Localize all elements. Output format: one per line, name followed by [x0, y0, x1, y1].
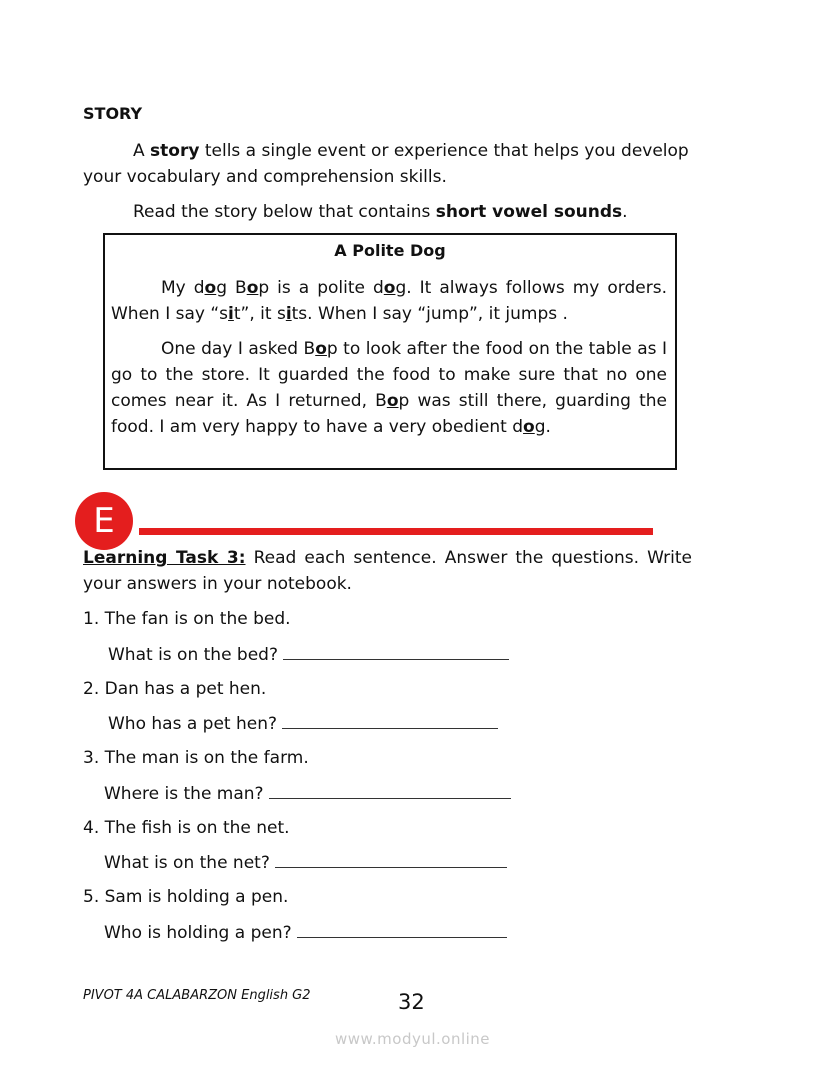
story-text: t”, it s	[233, 304, 286, 324]
task-instruction: Read each sentence. Answer the questions. Write your answers in your notebook.	[83, 548, 692, 594]
item-question	[108, 710, 498, 737]
item-sentence: 1. The fan is on the bed.	[83, 609, 291, 629]
answer-blank	[269, 780, 511, 799]
vowel-highlight: o	[204, 278, 217, 298]
question-text: What is on the net?	[104, 853, 270, 873]
story-term: story	[150, 141, 200, 161]
section-divider	[139, 528, 653, 535]
vowel-highlight: o	[523, 417, 535, 437]
answer-blank	[282, 710, 498, 729]
story-text: p was still there, guarding the food. I am very happy to have a very obedient d	[111, 391, 667, 437]
question-text: Who is holding a pen?	[104, 923, 292, 943]
answer-blank	[275, 849, 507, 868]
question-text: Where is the man?	[104, 784, 264, 804]
read-text: .	[622, 202, 628, 222]
item-sentence: 4. The fish is on the net.	[83, 818, 290, 838]
story-text: g B	[216, 278, 247, 298]
intro-paragraph	[83, 138, 695, 190]
item-question	[104, 919, 507, 946]
section-e-badge: E	[75, 492, 133, 550]
vowel-term: short vowel sounds	[435, 202, 623, 222]
question-text: What is on the bed?	[108, 645, 278, 665]
story-text: My d	[161, 278, 205, 298]
item-sentence: 2. Dan has a pet hen.	[83, 679, 267, 699]
vowel-highlight: i	[228, 304, 234, 324]
story-text: One day I asked B	[161, 339, 316, 359]
watermark: www.modyul.online	[334, 1030, 491, 1048]
item-question	[104, 849, 507, 876]
item-sentence: 5. Sam is holding a pen.	[83, 887, 289, 907]
story-text: ts. When I say “jump”, it jumps .	[291, 304, 568, 324]
vowel-highlight: o	[315, 339, 327, 359]
answer-blank	[297, 919, 507, 938]
task-label: Learning Task 3:	[83, 548, 246, 568]
footer-source: PIVOT 4A CALABARZON English G2	[83, 988, 311, 1003]
section-heading: STORY	[83, 104, 143, 123]
item-question	[104, 780, 511, 807]
story-text: g. It always follows my orders. When I say “s	[111, 278, 667, 324]
item-sentence: 3. The man is on the farm.	[83, 748, 309, 768]
story-title: A Polite Dog	[334, 241, 446, 260]
vowel-highlight: o	[246, 278, 259, 298]
intro-text: tells a single event or experience that helps you develop your vocabulary and comprehension skills.	[83, 141, 689, 187]
story-text: g.	[534, 417, 551, 437]
vowel-highlight: o	[383, 278, 396, 298]
story-text: p to look after the food on the table as I go to the store. It guarded the food to make sure that no one comes near it. As I returned, B	[111, 339, 667, 411]
story-text: p is a polite d	[258, 278, 384, 298]
item-question	[108, 641, 509, 668]
learning-task	[83, 545, 692, 597]
answer-blank	[283, 641, 509, 660]
vowel-highlight: i	[285, 304, 292, 324]
story-paragraph-2	[111, 336, 667, 440]
read-text: Read the story below that contains	[133, 202, 436, 222]
intro-text: A	[133, 141, 151, 161]
story-paragraph-1	[111, 275, 667, 327]
vowel-highlight: o	[386, 391, 399, 411]
question-text: Who has a pet hen?	[108, 714, 278, 734]
story-box	[103, 233, 677, 470]
read-instruction	[133, 199, 628, 225]
page-number: 32	[398, 990, 425, 1014]
